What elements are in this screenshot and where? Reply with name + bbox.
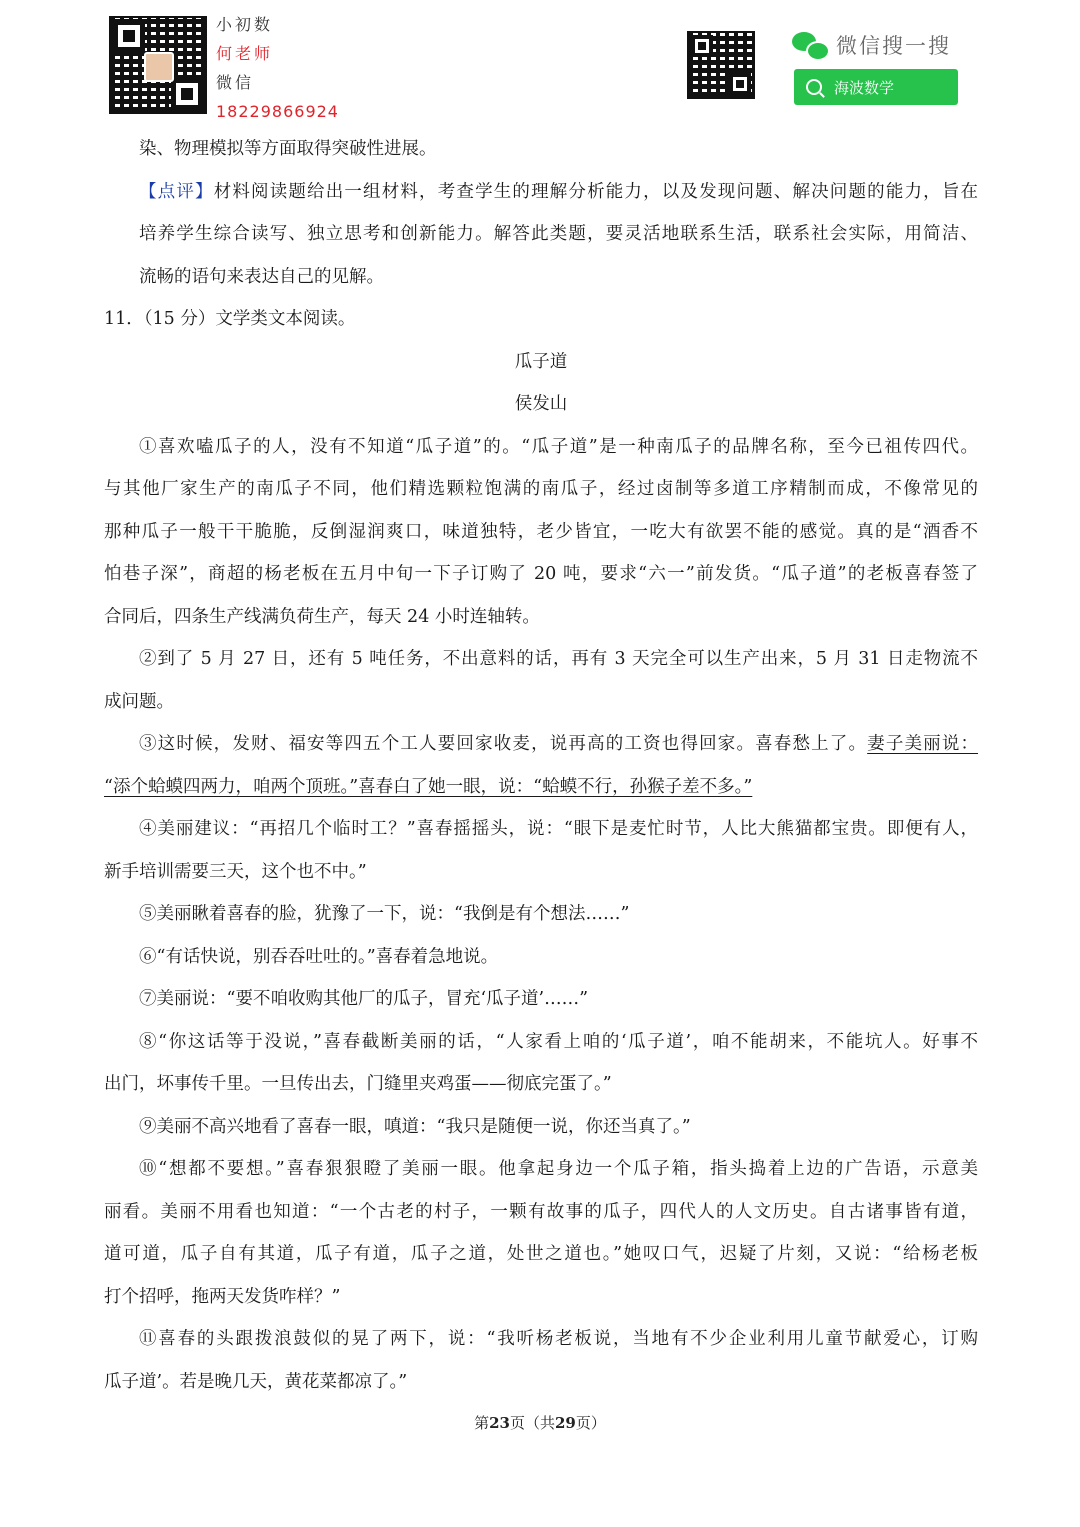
line-text: ②到了 5 月 27 日，还有 5 吨任务，不出意料的话，再有 3 天完全可以生产出来，5 月 31 日走物流不 xyxy=(139,649,978,669)
footer-page-number: 23 xyxy=(489,1414,510,1432)
line-text: ⑪喜春的头跟拨浪鼓似的晃了两下，说：“我听杨老板说，当地有不少企业利用儿童节献爱心，订购 xyxy=(139,1329,978,1349)
line-text: 瓜子道 xyxy=(514,351,568,372)
contact-info xyxy=(216,10,339,126)
search-button-label: 海波数学 xyxy=(834,78,895,97)
text-line xyxy=(104,213,978,256)
text-line xyxy=(104,468,978,511)
text-line xyxy=(104,1276,978,1319)
text-line xyxy=(104,128,978,171)
footer-prefix: 第 xyxy=(474,1414,490,1432)
text-line xyxy=(104,851,978,894)
contact-line-2: 何老师 xyxy=(216,44,274,63)
line-text: 流畅的语句来表达自己的见解。 xyxy=(139,266,384,287)
line-text: ③这时候，发财、福安等四五个工人要回家收麦，说再高的工资也得回家。喜春愁上了。 xyxy=(139,734,868,754)
line-text: 与其他厂家生产的南瓜子不同，他们精选颗粒饱满的南瓜子，经过卤制等多道工序精制而成，不像常见的 xyxy=(104,479,978,499)
document-body xyxy=(104,128,978,1403)
line-text: ⑩“想都不要想。”喜春狠狠瞪了美丽一眼。他拿起身边一个瓜子箱，指头捣着上边的广告语，示意美 xyxy=(139,1159,978,1179)
text-line xyxy=(104,553,978,596)
text-line xyxy=(104,298,978,341)
text-line xyxy=(104,1361,978,1404)
text-line xyxy=(104,808,978,851)
line-text: 材料阅读题给出一组材料，考查学生的理解分析能力，以及发现问题、解决问题的能力，旨在 xyxy=(213,181,979,202)
line-text: 那种瓜子一般干干脆脆，反倒湿润爽口，味道独特，老少皆宜，一吃大有欲罢不能的感觉。真的是“酒香不 xyxy=(104,521,978,542)
line-text: ①喜欢嗑瓜子的人，没有不知道“瓜子道”的。“瓜子道”是一种南瓜子的品牌名称，至今已祖传四代。 xyxy=(139,436,978,457)
page-footer xyxy=(0,1412,1080,1433)
contact-line-1: 小初数 xyxy=(216,15,274,34)
line-text: 合同后，四条生产线满负荷生产，每天 24 小时连轴转。 xyxy=(104,606,540,627)
text-line xyxy=(104,978,978,1021)
search-icon xyxy=(806,79,822,95)
contact-phone: 18229866924 xyxy=(216,102,339,121)
line-text: 怕巷子深”，商超的杨老板在五月中旬一下子订购了 20 吨，要求“六一”前发货。“瓜子道”的老板喜春签了 xyxy=(104,564,978,584)
text-line xyxy=(104,1191,978,1234)
text-line xyxy=(104,171,978,214)
comment-tag: 【点评】 xyxy=(139,181,214,202)
line-text: 培养学生综合读写、独立思考和创新能力。解答此类题，要灵活地联系生活，联系社会实际，用简洁、 xyxy=(139,224,978,244)
avatar xyxy=(144,52,174,82)
footer-suffix: 页） xyxy=(575,1414,606,1432)
line-text: ⑨美丽不高兴地看了喜春一眼，嗔道：“我只是随便一说，你还当真了。” xyxy=(139,1116,691,1137)
text-line xyxy=(104,766,978,809)
page-header xyxy=(0,0,1080,130)
text-line xyxy=(104,638,978,681)
line-text: 新手培训需要三天，这个也不中。” xyxy=(104,861,367,882)
line-text: ⑥“有话快说，别吞吞吐吐的。”喜春着急地说。 xyxy=(139,946,499,967)
footer-mid: 页（共 xyxy=(509,1414,555,1432)
text-line xyxy=(104,893,978,936)
wechat-icon xyxy=(792,30,828,60)
text-line xyxy=(104,341,978,384)
text-line xyxy=(104,596,978,639)
line-text: 瓜子道’。若是晚几天，黄花菜都凉了。” xyxy=(104,1371,408,1392)
line-text: ⑧“你这话等于没说，”喜春截断美丽的话，“人家看上咱的‘瓜子道’，咱不能胡来，不能坑人。好事不 xyxy=(139,1031,978,1052)
line-text: 打个招呼，拖两天发货咋样？” xyxy=(104,1286,341,1307)
text-line xyxy=(104,383,978,426)
text-line xyxy=(104,511,978,554)
text-line xyxy=(104,936,978,979)
text-line xyxy=(104,681,978,724)
text-line xyxy=(104,1148,978,1191)
underlined-text: 妻子美丽说： xyxy=(867,734,979,754)
wechat-search-label: 微信搜一搜 xyxy=(836,34,951,58)
text-line xyxy=(104,256,978,299)
wechat-qr-code-icon xyxy=(687,31,755,99)
footer-page-total: 29 xyxy=(555,1414,576,1432)
line-text: 成问题。 xyxy=(104,691,174,712)
line-text: 出门，坏事传千里。一旦传出去，门缝里夹鸡蛋——彻底完蛋了。” xyxy=(104,1074,612,1094)
search-button[interactable] xyxy=(794,69,958,105)
line-text: ⑦美丽说：“要不咱收购其他厂的瓜子，冒充‘瓜子道’……” xyxy=(139,989,589,1009)
line-text: 侯发山 xyxy=(514,394,568,414)
line-text: 道可道，瓜子自有其道，瓜子有道，瓜子之道，处世之道也。”她叹口气，迟疑了片刻，又说：“给杨老板 xyxy=(104,1244,978,1264)
line-text: ⑤美丽瞅着喜春的脸，犹豫了一下，说：“我倒是有个想法……” xyxy=(139,904,630,924)
wechat-search-brand xyxy=(792,28,951,62)
text-line xyxy=(104,426,978,469)
text-line xyxy=(104,723,978,766)
contact-line-3: 微信 xyxy=(216,73,255,92)
underlined-text: “添个蛤蟆四两力，咱两个顶班。”喜春白了她一眼，说：“蛤蟆不行，孙猴子差不多。” xyxy=(104,776,753,797)
line-text: 11．（15 分）文学类文本阅读。 xyxy=(104,309,356,329)
line-text: ④美丽建议：“再招几个临时工？”喜春摇摇头，说：“眼下是麦忙时节，人比大熊猫都宝贵。即便有人， xyxy=(139,819,978,839)
text-line xyxy=(104,1106,978,1149)
text-line xyxy=(104,1318,978,1361)
line-text: 丽看。美丽不用看也知道：“一个古老的村子，一颗有故事的瓜子，四代人的人文历史。自古诸事皆有道， xyxy=(104,1201,978,1222)
text-line xyxy=(104,1233,978,1276)
line-text: 染、物理模拟等方面取得突破性进展。 xyxy=(139,139,437,159)
text-line xyxy=(104,1063,978,1106)
text-line xyxy=(104,1021,978,1064)
